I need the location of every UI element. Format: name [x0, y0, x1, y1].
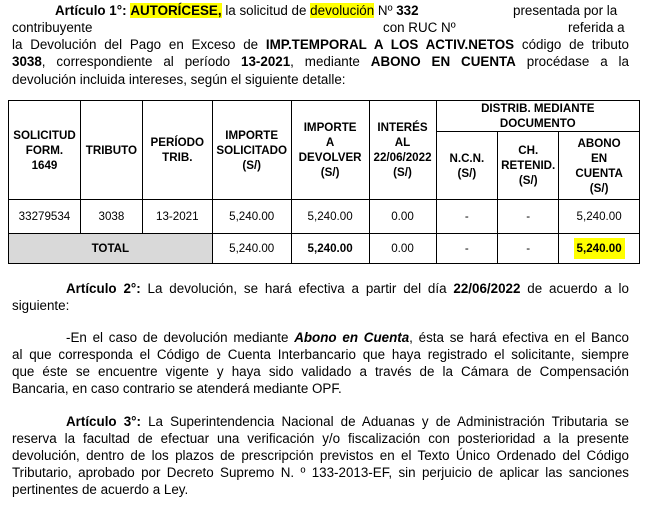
cell-tributo: 3038: [80, 200, 142, 234]
header-solicitud: SOLICITUD FORM. 1649: [9, 101, 81, 200]
header-ch-retenid: CH. RETENID. (S/): [498, 132, 559, 200]
header-ncn: N.C.N. (S/): [436, 132, 498, 200]
total-row: [9, 234, 640, 264]
header-importe-solicitado: IMPORTE SOLICITADO (S/): [212, 101, 291, 200]
autoricese-highlight: AUTORÍCESE,: [130, 3, 222, 18]
total-abono-highlight: 5,240.00: [574, 238, 625, 259]
cell-abono: 5,240.00: [559, 200, 640, 234]
header-periodo: PERÍODO TRIB.: [142, 101, 212, 200]
article-1-line-4: 3038, correspondiente al período 13-2021, mediante ABONO EN CUENTA procédase a la: [12, 54, 629, 69]
total-interes: 0.00: [369, 234, 436, 264]
total-importe-devolver: 5,240.00: [291, 234, 369, 264]
cell-importe-solicitado: 5,240.00: [212, 200, 291, 234]
cell-ch: -: [498, 200, 559, 234]
total-abono-cell: [559, 234, 640, 264]
article-1-line-3: la Devolución del Pago en Exceso de IMP.TEMPORAL A LOS ACTIV.NETOS código de tributo: [12, 37, 629, 52]
devolucion-highlight: devolución: [310, 3, 375, 18]
cell-solicitud: 33279534: [9, 200, 81, 234]
total-ncn: -: [436, 234, 498, 264]
effective-date: 22/06/2022: [453, 281, 521, 296]
table-row: [9, 200, 640, 234]
cell-ncn: -: [436, 200, 498, 234]
cell-periodo: 13-2021: [142, 200, 212, 234]
cell-interes: 0.00: [369, 200, 436, 234]
header-interes: INTERÉS AL 22/06/2022 (S/): [369, 101, 436, 200]
article-2-line-1: Artículo 2°: La devolución, se hará efectiva a partir del día 22/06/2022 de acuerdo a lo: [66, 281, 629, 296]
header-importe-devolver: IMPORTE A DEVOLVER (S/): [291, 101, 369, 200]
request-number: 332: [396, 3, 419, 18]
cell-importe-devolver: 5,240.00: [291, 200, 369, 234]
total-ch: -: [498, 234, 559, 264]
header-distrib: DISTRIB. MEDIANTE DOCUMENTO: [436, 101, 640, 132]
refund-detail-table: [8, 100, 640, 264]
article-1-line-1: Artículo 1°: AUTORÍCESE, la solicitud de devolución Nº 332: [55, 3, 419, 18]
header-abono-cuenta: ABONO EN CUENTA (S/): [559, 132, 640, 200]
header-tributo: TRIBUTO: [80, 101, 142, 200]
total-importe-solicitado: 5,240.00: [212, 234, 291, 264]
total-label: TOTAL: [9, 234, 213, 264]
